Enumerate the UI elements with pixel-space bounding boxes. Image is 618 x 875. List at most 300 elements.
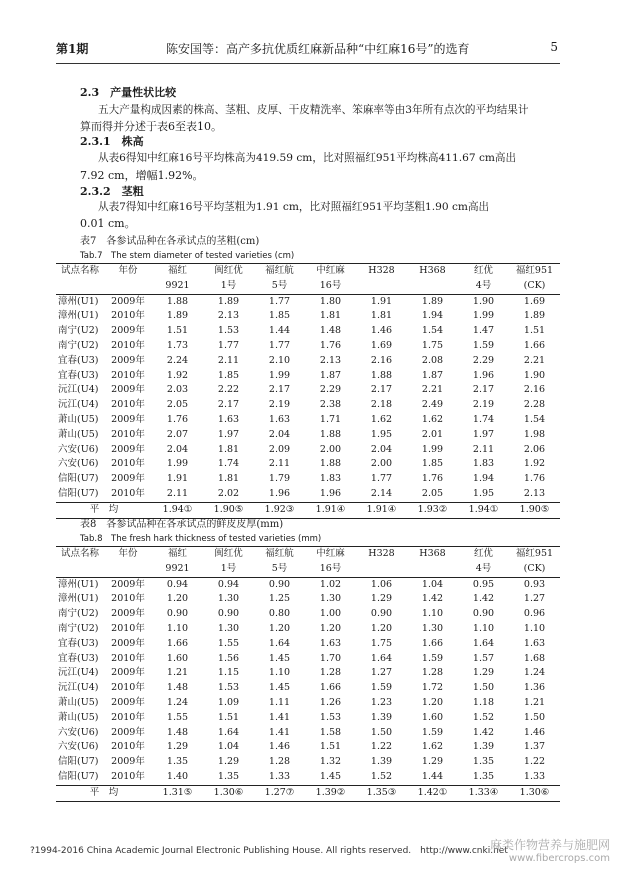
table8-site-cell: 宜春(U3) <box>58 652 99 664</box>
table7-value-cell: 1.77 <box>217 339 240 351</box>
table8-value-cell: 1.64 <box>268 637 291 649</box>
table8-row <box>56 622 560 637</box>
table7-value-cell: 2.17 <box>370 384 393 396</box>
table7-value-cell: 1.92 <box>523 458 546 470</box>
table8-subheader: 1号 <box>203 562 254 577</box>
table8-value-cell: 0.90 <box>166 608 189 620</box>
table7-header-mhy1: 闽红优 <box>203 264 254 279</box>
table8-avg-cell: 1.42① <box>407 785 458 801</box>
table8-value-cell: 1.59 <box>370 682 393 694</box>
running-title: 陈安国等：高产多抗优质红麻新品种“中红麻16号”的选育 <box>166 42 470 56</box>
table8-year-cell: 2010年 <box>111 652 145 664</box>
table7-value-cell: 1.85 <box>217 369 240 381</box>
table8-site-cell: 漳州(U1) <box>58 578 99 590</box>
table7-row <box>56 339 560 354</box>
table7-avg-cell: 1.92③ <box>254 502 305 518</box>
table8-value-cell: 1.60 <box>166 652 189 664</box>
table7-value-cell: 1.69 <box>523 295 546 307</box>
table7-caption-en: Tab.7 The stem diameter of tested varieties (cm) <box>80 251 295 261</box>
table8-value-cell: 1.50 <box>472 682 495 694</box>
table8-site-cell: 信阳(U7) <box>58 770 99 782</box>
table7-year-cell: 2009年 <box>111 325 145 337</box>
table8-value-cell: 1.00 <box>319 608 342 620</box>
table7-value-cell: 2.05 <box>421 487 444 499</box>
table7-value-cell: 2.14 <box>370 487 393 499</box>
table8-avg-cell: 1.30⑥ <box>509 785 560 801</box>
table7-value-cell: 1.77 <box>268 295 291 307</box>
table7-row <box>56 398 560 413</box>
table7-value-cell: 1.76 <box>166 413 189 425</box>
table8-value-cell: 1.15 <box>217 667 240 679</box>
table8-value-cell: 0.80 <box>268 608 291 620</box>
table7-value-cell: 1.54 <box>523 413 546 425</box>
table7-year-cell: 2009年 <box>111 295 145 307</box>
table8-value-cell: 1.10 <box>421 608 444 620</box>
table8-value-cell: 1.22 <box>370 741 393 753</box>
table7-value-cell: 2.21 <box>523 354 546 366</box>
table7-subheader: 16号 <box>305 279 356 294</box>
table8-row <box>56 755 560 770</box>
table7-row <box>56 294 560 309</box>
table8-value-cell: 1.56 <box>217 652 240 664</box>
table8-site-cell: 六安(U6) <box>58 726 99 738</box>
table8-year-cell: 2009年 <box>111 696 145 708</box>
table8-value-cell: 0.90 <box>217 608 240 620</box>
table7-header-year: 年份 <box>104 264 152 279</box>
table7-value-cell: 2.16 <box>523 384 546 396</box>
table8-avg-cell: 1.33④ <box>458 785 509 801</box>
table8-year-cell: 2009年 <box>111 667 145 679</box>
table7-header-h328: H328 <box>356 264 407 279</box>
table8-value-cell: 1.10 <box>166 622 189 634</box>
table8-row <box>56 607 560 622</box>
table8-subheader: 4号 <box>458 562 509 577</box>
running-header <box>56 40 558 60</box>
table8-value-cell: 1.68 <box>523 652 546 664</box>
table8-avg-cell: 1.27⑦ <box>254 785 305 801</box>
table8-year-cell: 2010年 <box>111 622 145 634</box>
table7-value-cell: 1.95 <box>370 428 393 440</box>
table8-value-cell: 1.21 <box>523 696 546 708</box>
table8-value-cell: 1.55 <box>166 711 189 723</box>
table7-value-cell: 1.81 <box>217 473 240 485</box>
table7-subheader <box>356 279 407 294</box>
table7-value-cell: 1.51 <box>523 325 546 337</box>
table8-value-cell: 1.60 <box>421 711 444 723</box>
table7-row <box>56 472 560 487</box>
table7-avg-cell: 1.93② <box>407 502 458 518</box>
table7-value-cell: 1.88 <box>370 369 393 381</box>
table8-value-cell: 1.24 <box>166 696 189 708</box>
table7-value-cell: 2.11 <box>268 458 291 470</box>
table8-value-cell: 1.70 <box>319 652 342 664</box>
table8-value-cell: 1.57 <box>472 652 495 664</box>
table8-header-fhh5: 福红航 <box>254 547 305 562</box>
table8-value-cell: 1.41 <box>268 711 291 723</box>
table8-value-cell: 1.29 <box>166 741 189 753</box>
table8-value-cell: 1.66 <box>421 637 444 649</box>
table7-subheader: 1号 <box>203 279 254 294</box>
table7-value-cell: 1.47 <box>472 325 495 337</box>
table7-header-h368: H368 <box>407 264 458 279</box>
table7-value-cell: 2.21 <box>421 384 444 396</box>
table8-value-cell: 1.45 <box>268 652 291 664</box>
table8-value-cell: 1.46 <box>523 726 546 738</box>
table7-subheader: 9921 <box>152 279 203 294</box>
table8-value-cell: 1.35 <box>166 756 189 768</box>
table8-value-cell: 1.30 <box>217 593 240 605</box>
table7-value-cell: 1.99 <box>421 443 444 455</box>
table8-value-cell: 1.20 <box>166 593 189 605</box>
table8-value-cell: 1.50 <box>370 726 393 738</box>
table7-year-cell: 2010年 <box>111 310 145 322</box>
table8-site-cell: 沅江(U4) <box>58 682 99 694</box>
table8-site-cell: 漳州(U1) <box>58 593 99 605</box>
table7-value-cell: 2.04 <box>268 428 291 440</box>
table7-value-cell: 1.99 <box>472 310 495 322</box>
table8-value-cell: 1.32 <box>319 756 342 768</box>
table8-value-cell: 1.46 <box>268 741 291 753</box>
table7-value-cell: 1.63 <box>268 413 291 425</box>
table8-value-cell: 1.35 <box>472 770 495 782</box>
table8-subheader <box>56 562 104 577</box>
table7-value-cell: 1.85 <box>421 458 444 470</box>
table8-year-cell: 2009年 <box>111 608 145 620</box>
table8-row <box>56 770 560 785</box>
table7-value-cell: 1.88 <box>319 428 342 440</box>
table7-value-cell: 1.96 <box>319 487 342 499</box>
table7-value-cell: 1.74 <box>472 413 495 425</box>
table7-subheader <box>56 279 104 294</box>
table8-subheader <box>356 562 407 577</box>
table7-value-cell: 1.91 <box>166 473 189 485</box>
table7-value-cell: 2.17 <box>472 384 495 396</box>
section-2-3-1-line1: 从表6得知中红麻16号平均株高为419.59 cm，比对照福红951平均株高411.67 cm高出 <box>98 152 517 164</box>
table7-site-cell: 萧山(U5) <box>58 428 99 440</box>
table8-value-cell: 1.04 <box>217 741 240 753</box>
table8-year-cell: 2010年 <box>111 741 145 753</box>
table7-year-cell: 2010年 <box>111 487 145 499</box>
table7-site-cell: 萧山(U5) <box>58 413 99 425</box>
table8-site-cell: 信阳(U7) <box>58 756 99 768</box>
table7-value-cell: 1.83 <box>472 458 495 470</box>
table8-header-mhy1: 闽红优 <box>203 547 254 562</box>
table8-value-cell: 1.64 <box>472 637 495 649</box>
table7-value-cell: 2.06 <box>523 443 546 455</box>
table7-value-cell: 2.38 <box>319 399 342 411</box>
table7-row <box>56 413 560 428</box>
table8-value-cell: 1.18 <box>472 696 495 708</box>
table7-value-cell: 2.29 <box>319 384 342 396</box>
table8-row <box>56 740 560 755</box>
table8-value-cell: 0.96 <box>523 608 546 620</box>
table8-value-cell: 1.29 <box>472 667 495 679</box>
table7-year-cell: 2010年 <box>111 428 145 440</box>
table7-value-cell: 1.53 <box>217 325 240 337</box>
table7-value-cell: 1.96 <box>472 369 495 381</box>
table8-value-cell: 1.53 <box>217 682 240 694</box>
table8-value-cell: 1.10 <box>472 622 495 634</box>
table7-row <box>56 324 560 339</box>
table8-row <box>56 652 560 667</box>
table7-value-cell: 1.90 <box>472 295 495 307</box>
table8-value-cell: 1.26 <box>319 696 342 708</box>
table7-value-cell: 2.07 <box>166 428 189 440</box>
table8-year-cell: 2009年 <box>111 578 145 590</box>
table8-row <box>56 681 560 696</box>
issue-label: 第1期 <box>56 42 89 56</box>
table7-header-fh951: 福红951 <box>509 264 560 279</box>
table7-value-cell: 1.94 <box>421 310 444 322</box>
table8-value-cell: 1.51 <box>217 711 240 723</box>
table7-site-cell: 信阳(U7) <box>58 473 99 485</box>
table7-avg-cell: 1.91④ <box>356 502 407 518</box>
table7-row <box>56 383 560 398</box>
section-2-3-para-line1: 五大产量构成因素的株高、茎粗、皮厚、干皮精洗率、笨麻率等由3年所有点次的平均结果计 <box>98 104 529 116</box>
table7-value-cell: 1.92 <box>166 369 189 381</box>
table8-value-cell: 1.52 <box>370 770 393 782</box>
section-2-3-1-heading: 2.3.1 株高 <box>80 135 144 148</box>
watermark-url-text: www.fibercrops.com <box>508 853 610 864</box>
table7-value-cell: 1.62 <box>421 413 444 425</box>
table7-value-cell: 1.89 <box>217 295 240 307</box>
table8-header-year: 年份 <box>104 547 152 562</box>
table7-site-cell: 南宁(U2) <box>58 325 99 337</box>
page-number: 5 <box>550 40 558 54</box>
table8-value-cell: 1.41 <box>268 726 291 738</box>
table8-year-cell: 2010年 <box>111 682 145 694</box>
table7-row <box>56 487 560 502</box>
table7-avg-cell: 1.90⑤ <box>203 502 254 518</box>
table8-header-h328: H328 <box>356 547 407 562</box>
table7-value-cell: 2.13 <box>217 310 240 322</box>
table8-value-cell: 1.10 <box>268 667 291 679</box>
section-2-3-2-line1: 从表7得知中红麻16号平均茎粗为1.91 cm，比对照福红951平均茎粗1.90 cm高出 <box>98 201 490 213</box>
table8-value-cell: 1.28 <box>421 667 444 679</box>
copyright-footer: ?1994-2016 China Academic Journal Electronic Publishing House. All rights reserved. http://www.cnki.net <box>30 846 508 856</box>
table7-value-cell: 2.28 <box>523 399 546 411</box>
table7-row <box>56 428 560 443</box>
table8-value-cell: 1.48 <box>166 726 189 738</box>
table7-year-cell: 2009年 <box>111 473 145 485</box>
table7-year-cell: 2009年 <box>111 413 145 425</box>
table7-value-cell: 1.89 <box>421 295 444 307</box>
table7-value-cell: 2.00 <box>319 443 342 455</box>
table8-value-cell: 1.36 <box>523 682 546 694</box>
table8-site-cell: 沅江(U4) <box>58 667 99 679</box>
table7-value-cell: 2.00 <box>370 458 393 470</box>
table8-value-cell: 1.39 <box>370 756 393 768</box>
table7-site-cell: 漳州(U1) <box>58 310 99 322</box>
header-rule <box>56 63 560 64</box>
table7-year-cell: 2010年 <box>111 399 145 411</box>
table8-header-fh9921: 福红 <box>152 547 203 562</box>
table8-value-cell: 1.64 <box>370 652 393 664</box>
table7-value-cell: 1.97 <box>217 428 240 440</box>
table7-site-cell: 宜春(U3) <box>58 369 99 381</box>
table7-value-cell: 2.17 <box>268 384 291 396</box>
table8-value-cell: 1.33 <box>268 770 291 782</box>
section-2-3-para-line2: 算而得并分述于表6至表10。 <box>80 120 222 133</box>
table8-value-cell: 1.53 <box>319 711 342 723</box>
table8-site-cell: 宜春(U3) <box>58 637 99 649</box>
table8-value-cell: 1.59 <box>421 726 444 738</box>
table7-year-cell: 2009年 <box>111 443 145 455</box>
table7-value-cell: 1.99 <box>268 369 291 381</box>
table7-value-cell: 1.51 <box>166 325 189 337</box>
table7-value-cell: 1.63 <box>217 413 240 425</box>
table8-caption-en: Tab.8 The fresh hark thickness of tested varieties (mm) <box>80 534 322 544</box>
table8-value-cell: 1.44 <box>421 770 444 782</box>
table8-value-cell: 1.22 <box>523 756 546 768</box>
table7-value-cell: 2.19 <box>268 399 291 411</box>
table7-subheader <box>407 279 458 294</box>
table7-header-fh9921: 福红 <box>152 264 203 279</box>
table7-value-cell: 2.29 <box>472 354 495 366</box>
table7-average-label: 平 均 <box>56 502 152 518</box>
table7-year-cell: 2010年 <box>111 458 145 470</box>
section-2-3-1-line2: 7.92 cm，增幅1.92%。 <box>80 169 204 182</box>
table8-value-cell: 1.20 <box>319 622 342 634</box>
site-watermark <box>490 836 610 864</box>
table8-value-cell: 1.28 <box>268 756 291 768</box>
table7-row <box>56 354 560 369</box>
table7-value-cell: 2.17 <box>217 399 240 411</box>
table8-value-cell: 0.90 <box>370 608 393 620</box>
table8-value-cell: 1.09 <box>217 696 240 708</box>
table7-caption-cn: 表7 各参试品种在各承试点的茎粗(cm) <box>80 236 260 247</box>
table7-site-cell: 六安(U6) <box>58 458 99 470</box>
table7-year-cell: 2009年 <box>111 354 145 366</box>
table8-header-zhm16: 中红麻 <box>305 547 356 562</box>
table8-year-cell: 2009年 <box>111 756 145 768</box>
table8-value-cell: 1.66 <box>319 682 342 694</box>
table8-value-cell: 1.48 <box>166 682 189 694</box>
table8-value-cell: 1.55 <box>217 637 240 649</box>
table7-value-cell: 2.19 <box>472 399 495 411</box>
table7-value-cell: 1.98 <box>523 428 546 440</box>
table8-average-row <box>56 785 560 801</box>
table8-value-cell: 1.51 <box>319 741 342 753</box>
watermark-cn-text: 麻类作物营养与施肥网 <box>489 838 610 852</box>
table7-value-cell: 1.76 <box>421 473 444 485</box>
table8-value-cell: 0.94 <box>217 578 240 590</box>
table7-value-cell: 1.83 <box>319 473 342 485</box>
table7-value-cell: 1.97 <box>472 428 495 440</box>
table7-subheader: 5号 <box>254 279 305 294</box>
table8-value-cell: 1.72 <box>421 682 444 694</box>
table8-header-hy4: 红优 <box>458 547 509 562</box>
table8-value-cell: 1.04 <box>421 578 444 590</box>
table7-value-cell: 1.88 <box>319 458 342 470</box>
table7-site-cell: 南宁(U2) <box>58 339 99 351</box>
table8-value-cell: 1.52 <box>472 711 495 723</box>
table8-row <box>56 726 560 741</box>
table8-avg-cell: 1.35③ <box>356 785 407 801</box>
table7-value-cell: 2.04 <box>166 443 189 455</box>
table8-value-cell: 1.25 <box>268 593 291 605</box>
table7-value-cell: 2.24 <box>166 354 189 366</box>
table7-value-cell: 2.13 <box>523 487 546 499</box>
table8-value-cell: 1.30 <box>421 622 444 634</box>
table7-value-cell: 1.96 <box>268 487 291 499</box>
table8-value-cell: 1.50 <box>523 711 546 723</box>
table8-header-fh951: 福红951 <box>509 547 560 562</box>
section-2-3-2-heading: 2.3.2 茎粗 <box>80 185 144 198</box>
table8-value-cell: 1.64 <box>217 726 240 738</box>
table7-value-cell: 1.87 <box>319 369 342 381</box>
table8-subheader: 9921 <box>152 562 203 577</box>
table7-site-cell: 沅江(U4) <box>58 399 99 411</box>
table7-value-cell: 1.73 <box>166 339 189 351</box>
table7-value-cell: 2.08 <box>421 354 444 366</box>
table7-value-cell: 1.76 <box>523 473 546 485</box>
table7-value-cell: 1.91 <box>370 295 393 307</box>
table7-value-cell: 1.79 <box>268 473 291 485</box>
table7-year-cell: 2010年 <box>111 339 145 351</box>
table8-header-site: 试点名称 <box>56 547 104 562</box>
table8-value-cell: 1.29 <box>421 756 444 768</box>
table7-value-cell: 2.49 <box>421 399 444 411</box>
table7-value-cell: 1.62 <box>370 413 393 425</box>
table7-row <box>56 443 560 458</box>
table7-value-cell: 1.66 <box>523 339 546 351</box>
table8-avg-cell: 1.30⑥ <box>203 785 254 801</box>
table8-value-cell: 1.27 <box>523 593 546 605</box>
table8-row <box>56 592 560 607</box>
table8-value-cell: 0.93 <box>523 578 546 590</box>
table8-header-h368: H368 <box>407 547 458 562</box>
table7-value-cell: 1.81 <box>370 310 393 322</box>
table8-site-cell: 六安(U6) <box>58 741 99 753</box>
table8-value-cell: 1.39 <box>370 711 393 723</box>
table8-value-cell: 1.06 <box>370 578 393 590</box>
table7-site-cell: 信阳(U7) <box>58 487 99 499</box>
table8-value-cell: 1.42 <box>472 726 495 738</box>
table7-value-cell: 2.03 <box>166 384 189 396</box>
table8-value-cell: 1.30 <box>319 593 342 605</box>
table7-value-cell: 2.10 <box>268 354 291 366</box>
table7-value-cell: 1.89 <box>523 310 546 322</box>
table8-row <box>56 637 560 652</box>
table7-value-cell: 1.76 <box>319 339 342 351</box>
table7-avg-cell: 1.94① <box>458 502 509 518</box>
table7-value-cell: 1.74 <box>217 458 240 470</box>
section-2-3-2-line2: 0.01 cm。 <box>80 217 136 230</box>
table8-value-cell: 1.39 <box>472 741 495 753</box>
table8-value-cell: 1.10 <box>523 622 546 634</box>
table7-header-site: 试点名称 <box>56 264 104 279</box>
table8-subheader <box>104 562 152 577</box>
table8-row <box>56 666 560 681</box>
table8-site-cell: 南宁(U2) <box>58 622 99 634</box>
table7-value-cell: 1.75 <box>421 339 444 351</box>
table7-value-cell: 2.02 <box>217 487 240 499</box>
table7-value-cell: 2.13 <box>319 354 342 366</box>
table8-value-cell: 1.45 <box>268 682 291 694</box>
table7-value-cell: 2.18 <box>370 399 393 411</box>
table8-subheader: 16号 <box>305 562 356 577</box>
table7-header-fhh5: 福红航 <box>254 264 305 279</box>
table8-value-cell: 1.63 <box>319 637 342 649</box>
table7-value-cell: 2.11 <box>217 354 240 366</box>
table7-avg-cell: 1.90⑤ <box>509 502 560 518</box>
table7-value-cell: 1.94 <box>472 473 495 485</box>
table8-value-cell: 1.33 <box>523 770 546 782</box>
table7-value-cell: 1.81 <box>217 443 240 455</box>
table8-site-cell: 南宁(U2) <box>58 608 99 620</box>
table8-value-cell: 1.20 <box>421 696 444 708</box>
